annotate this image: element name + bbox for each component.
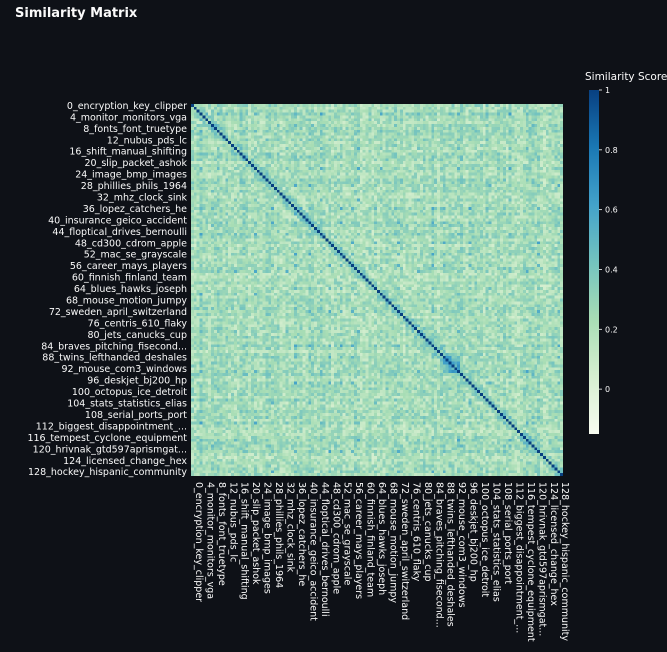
row-tick-label: 4_monitor_monitors_vga [69, 112, 187, 124]
row-tick-label: 84_braves_pitching_fisecond... [41, 341, 187, 353]
column-tick-label: 120_hrivnak_gtd597aprismgat... [536, 482, 548, 637]
row-tick-label: 112_biggest_disappointment_... [35, 421, 187, 433]
row-tick-label: 16_shift_manual_shifting [69, 146, 187, 158]
row-tick-label: 128_hockey_hispanic_community [28, 467, 187, 479]
column-tick-label: 36_lopez_catchers_he [295, 482, 307, 587]
row-tick-label: 124_licensed_change_hex [63, 455, 187, 467]
colorbar-tick-label: 0.8 [605, 145, 618, 155]
colorbar-tick-label: 0.4 [605, 265, 618, 275]
row-tick-label: 68_mouse_motion_jumpy [65, 295, 187, 307]
colorbar [589, 90, 599, 434]
column-tick-label: 56_career_mays_players [353, 482, 365, 600]
row-tick-label: 88_twins_lefthanded_deshales [42, 352, 187, 364]
row-tick-label: 104_stats_statistics_elias [67, 398, 187, 410]
row-tick-label: 108_serial_ports_port [84, 409, 187, 421]
row-tick-label: 60_finnish_finland_team [71, 272, 187, 284]
row-tick-label: 28_phillies_phils_1964 [80, 181, 187, 193]
column-tick-label: 112_biggest_disappointment_... [513, 482, 525, 634]
colorbar-ticks [599, 86, 618, 394]
row-tick-label: 64_blues_hawks_joseph [73, 284, 187, 296]
column-tick-label: 124_licensed_change_hex [547, 482, 559, 606]
row-tick-label: 12_nubus_pds_lc [106, 135, 187, 147]
column-tick-label: 100_octopus_ice_detroit [479, 482, 491, 598]
row-tick-label: 52_mac_se_grayscale [83, 249, 187, 261]
row-tick-label: 32_mhz_clock_sink [96, 192, 187, 204]
column-tick-label: 92_mouse_com3_windows [456, 482, 468, 608]
column-tick-label: 72_sweden_april_switzerland [398, 482, 410, 621]
column-tick-label: 80_jets_canucks_cup [421, 482, 433, 582]
column-tick-label: 40_insurance_geico_accident [307, 482, 319, 621]
row-tick-label: 24_image_bmp_images [75, 169, 187, 181]
column-tick-label: 96_deskjet_bj200_hp [467, 482, 479, 582]
row-tick-label: 36_lopez_catchers_he [82, 203, 187, 215]
row-tick-label: 116_tempest_cyclone_equipment [27, 432, 187, 444]
column-tick-label: 68_mouse_motion_jumpy [387, 482, 399, 604]
row-tick-label: 96_deskjet_bj200_hp [87, 375, 187, 387]
column-tick-label: 4_monitor_monitors_vga [204, 482, 216, 600]
column-tick-label: 48_cd300_cdrom_apple [330, 482, 342, 595]
column-tick-label: 24_image_bmp_images [261, 482, 273, 594]
column-tick-label: 128_hockey_hispanic_community [559, 482, 571, 641]
column-tick-label: 64_blues_hawks_joseph [376, 482, 388, 596]
row-tick-label: 72_sweden_april_switzerland [48, 306, 187, 318]
colorbar-tick-label: 1 [605, 86, 611, 95]
column-tick-label: 44_floptical_drives_bernoulli [318, 482, 330, 617]
row-tick-label: 20_slip_packet_ashok [84, 158, 187, 170]
row-tick-label: 8_fonts_font_truetype [83, 123, 187, 135]
column-tick-label: 104_stats_statistics_elias [490, 482, 502, 602]
column-tick-label: 88_twins_lefthanded_deshales [444, 482, 456, 627]
row-tick-label: 48_cd300_cdrom_apple [74, 238, 187, 250]
row-tick-label: 92_mouse_com3_windows [61, 364, 187, 376]
column-tick-label: 16_shift_manual_shifting [238, 482, 250, 600]
row-tick-label: 80_jets_canucks_cup [87, 329, 187, 341]
row-tick-label: 0_encryption_key_clipper [66, 100, 187, 112]
column-tick-label: 108_serial_ports_port [501, 482, 513, 585]
column-tick-label: 84_braves_pitching_fisecond... [433, 482, 445, 628]
row-tick-label: 76_centris_610_flaky [87, 318, 187, 330]
column-tick-label: 76_centris_610_flaky [410, 482, 422, 582]
column-tick-label: 32_mhz_clock_sink [284, 482, 296, 573]
heatmap-cells [191, 104, 563, 476]
column-tick-label: 60_finnish_finland_team [364, 482, 376, 598]
column-tick-label: 116_tempest_cyclone_equipment [524, 482, 536, 642]
row-tick-label: 44_floptical_drives_bernoulli [52, 226, 187, 238]
row-tick-label: 100_octopus_ice_detroit [71, 387, 187, 399]
column-tick-label: 8_fonts_font_truetype [215, 482, 227, 586]
column-tick-label: 0_encryption_key_clipper [192, 482, 204, 603]
column-tick-label: 20_slip_packet_ashok [250, 482, 262, 585]
row-tick-label: 120_hrivnak_gtd597aprismgat... [32, 444, 187, 456]
colorbar-title: Similarity Score [585, 71, 667, 83]
colorbar-tick-label: 0.6 [605, 205, 618, 215]
heatmap-grid [191, 104, 563, 476]
row-tick-labels [27, 101, 187, 478]
colorbar-tick-label: 0.2 [605, 325, 618, 335]
row-tick-label: 40_insurance_geico_accident [48, 215, 187, 227]
column-tick-label: 28_phillies_phils_1964 [273, 482, 285, 589]
column-tick-labels [193, 482, 570, 642]
column-tick-label: 52_mac_se_grayscale [341, 482, 353, 586]
chart-title: Similarity Matrix [15, 6, 138, 21]
column-tick-label: 12_nubus_pds_lc [227, 482, 239, 563]
colorbar-tick-label: 0 [605, 385, 611, 395]
row-tick-label: 56_career_mays_players [69, 261, 187, 273]
